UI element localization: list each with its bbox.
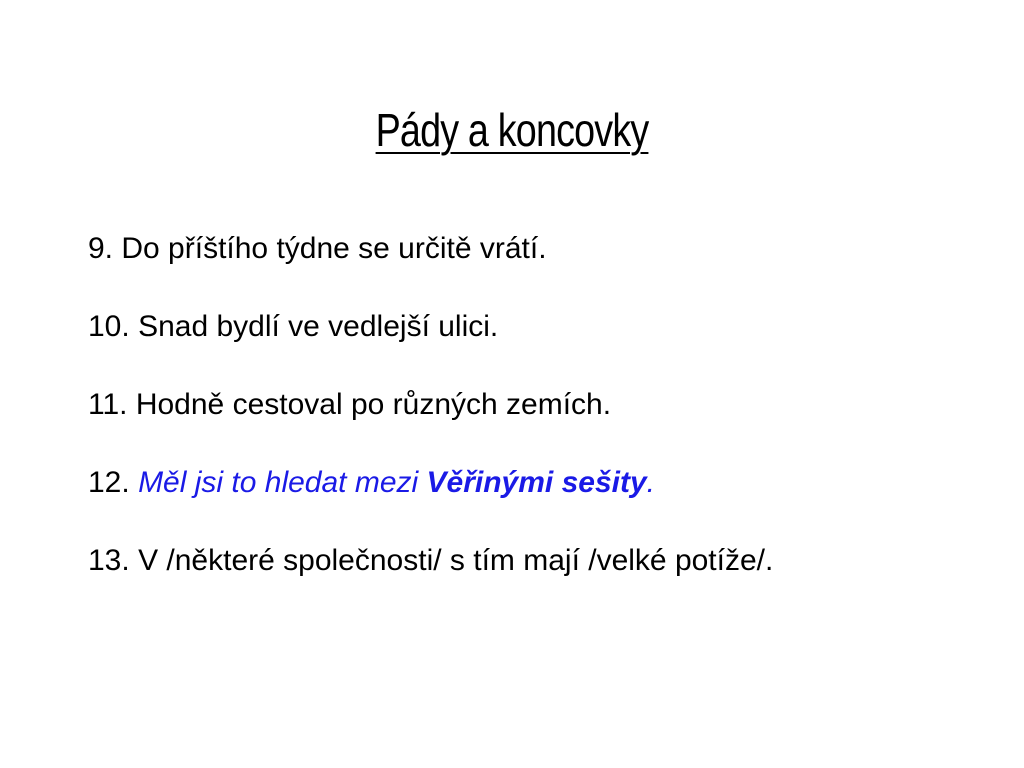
item-number: 13. [88, 544, 130, 577]
list-item [88, 308, 948, 346]
slide-title [92, 102, 932, 158]
item-number: 10. [88, 310, 130, 343]
list-item [88, 230, 948, 268]
sentence-list [88, 230, 948, 620]
item-number: 11. [88, 388, 128, 421]
item-text-end: . [646, 466, 655, 499]
item-text-italic: Měl jsi to hledat mezi [138, 466, 419, 499]
item-text-bold-italic: Věřinými sešity [426, 466, 647, 499]
list-item [88, 542, 948, 580]
list-item [88, 464, 948, 502]
list-item [88, 386, 948, 424]
item-text: Hodně cestoval po různých zemích. [135, 388, 612, 421]
item-number: 9. [88, 232, 114, 265]
item-number: 12. [88, 466, 130, 499]
slide-title-text: Pády a koncovky [375, 104, 649, 156]
item-text: V /některé společnosti/ s tím mají /velké potíže/. [138, 544, 774, 577]
item-text: Do příštího týdne se určitě vrátí. [121, 232, 547, 265]
item-text: Snad bydlí ve vedlejší ulici. [138, 310, 499, 343]
